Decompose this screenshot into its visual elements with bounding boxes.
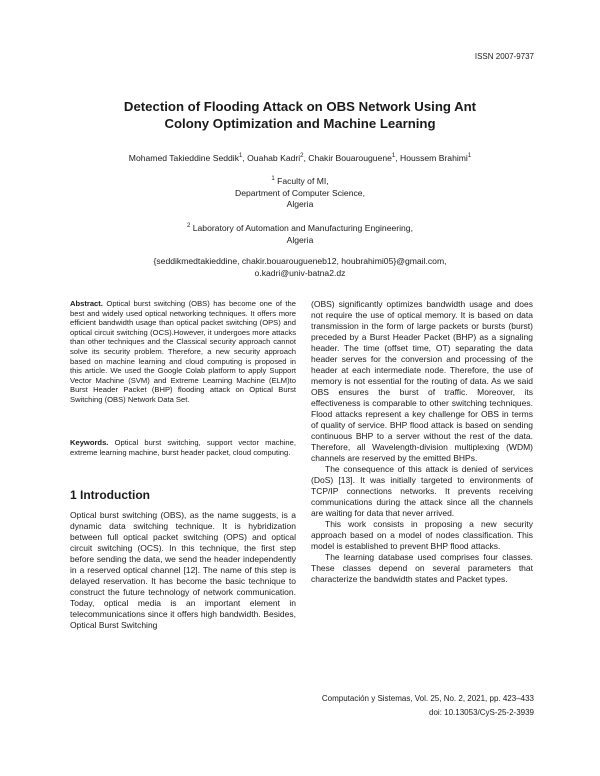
paragraph: This work consists in proposing a new security approach based on a model of nodes classification. This model is established to prevent BHP flood attacks. bbox=[311, 519, 533, 551]
keywords bbox=[70, 438, 296, 457]
author-affiliation-mark: 1 bbox=[239, 153, 243, 160]
paragraph: (OBS) significantly optimizes bandwidth usage and does not require the use of optical memory. It is based on data transmission in the form of large packets or bursts (burst) preceded by a Burst Header Packet (BHP) as a signaling header. The time (offset time, OT) separating the data header serves for the conversion and processing of the header at each intermediate node. Therefore, the use of memory is not essential for the routing of data. As we said OBS ensures the burst of traffic. Moreover, its effectiveness is comparable to other switching techniques. Flood attacks represent a key challenge for OBS in terms of quality of service. BHP flood attack is based on sending continuous BHP to a server without the rest of the data. Therefore, all Wavelength-division multiplexing (WDM) channels are reserved by the emitted BHPs. bbox=[311, 299, 533, 463]
affiliation-line: Faculty of MI, bbox=[277, 176, 329, 186]
title-line-2: Colony Optimization and Machine Learning bbox=[164, 116, 436, 131]
introduction-right-column bbox=[311, 299, 533, 585]
issn-label: ISSN 2007-9737 bbox=[474, 52, 534, 61]
author-emails bbox=[0, 256, 600, 279]
keywords-text: Optical burst switching, support vector machine, extreme learning machine, burst header packet, cloud computing. bbox=[70, 438, 296, 457]
affiliation-line: Department of Computer Science, bbox=[235, 187, 365, 198]
abstract-label: Abstract. bbox=[70, 299, 103, 308]
affiliation-1 bbox=[0, 176, 600, 211]
email-line: o.kadri@univ-batna2.dz bbox=[254, 267, 346, 278]
abstract-text: Optical burst switching (OBS) has become one of the best and widely used optical networking techniques. It offers more efficient bandwidth usage than optical packet switching (OPS) and optical circuit switching (OCS).However, it undergoes more attacks than other techniques and the Classical security approach cannot solve its security problem. Therefore, a new security approach based on machine learning and cloud computing is proposed in this article. We used the Google Colab platform to apply Support Vector Machine (SVM) and Extreme Learning Machine (ELM)to Burst Header Packet (BHP) flooding attack on Optical Burst Switching (OBS) Network Data Set. bbox=[70, 299, 296, 404]
author-affiliation-mark: 1 bbox=[391, 153, 396, 160]
introduction-left-column bbox=[70, 510, 296, 631]
email-line: {seddikmedtakieddine, chakir.bouarougueneb12, houbrahimi05}@gmail.com, bbox=[153, 256, 447, 266]
doi-label: doi: 10.13053/CyS-25-2-3939 bbox=[429, 708, 534, 717]
author-list: Mohamed Takieddine Seddik$^1$, Ouahab Kadri$^2$, Chakir Bouarouguene$^1$, Houssem Brahimi$^1$ bbox=[128, 153, 472, 163]
author-affiliation-mark: 2 bbox=[300, 153, 304, 160]
author-name: Houssem Brahimi bbox=[400, 153, 468, 163]
affiliation-line: Algeria bbox=[286, 199, 314, 209]
affiliation-number: 1 bbox=[271, 176, 275, 183]
journal-citation: Computación y Sistemas, Vol. 25, No. 2, 2021, pp. 423–433 bbox=[321, 694, 534, 703]
author-name: Mohamed Takieddine Seddik bbox=[128, 153, 239, 163]
affiliation-2 bbox=[0, 223, 600, 246]
author-name: Ouahab Kadri bbox=[247, 153, 301, 163]
affiliation-line: Algeria bbox=[286, 234, 314, 245]
paragraph: The consequence of this attack is denied of services (DoS) [13]. It was initially targeted to environments of TCP/IP connections networks. It prevents receiving communications during the attack since all the channels are waiting for data that never arrived. bbox=[311, 464, 533, 518]
title-line-1: Detection of Flooding Attack on OBS Network Using Ant bbox=[123, 99, 477, 114]
affiliation-number: 2 bbox=[187, 223, 191, 230]
abstract bbox=[70, 299, 296, 405]
affiliation-line: Laboratory of Automation and Manufacturing Engineering, bbox=[192, 223, 413, 233]
paragraph: The learning database used comprises four classes. These classes depend on several parameters that characterize the bandwidth states and Packet types. bbox=[311, 552, 533, 584]
paragraph: Optical burst switching (OBS), as the name suggests, is a dynamic data switching technique. It is hybridization between full optical packet switching (OPS) and optical circuit switching (OCS). In this technique, the first step before sending the data, we send the header independently in a reserved optical channel [12]. The name of this step is delayed reservation. It has become the basic technique to construct the future technology of network communication. Today, optical media is an important element in telecommunications since it offers high bandwidth. Besides, Optical Burst Switching bbox=[70, 510, 296, 630]
author-name: Chakir Bouarouguene bbox=[308, 153, 392, 163]
section-heading: 1 Introduction bbox=[70, 488, 150, 502]
keywords-label: Keywords. bbox=[70, 438, 109, 447]
author-affiliation-mark: 1 bbox=[467, 153, 472, 160]
paper-title bbox=[0, 98, 600, 132]
